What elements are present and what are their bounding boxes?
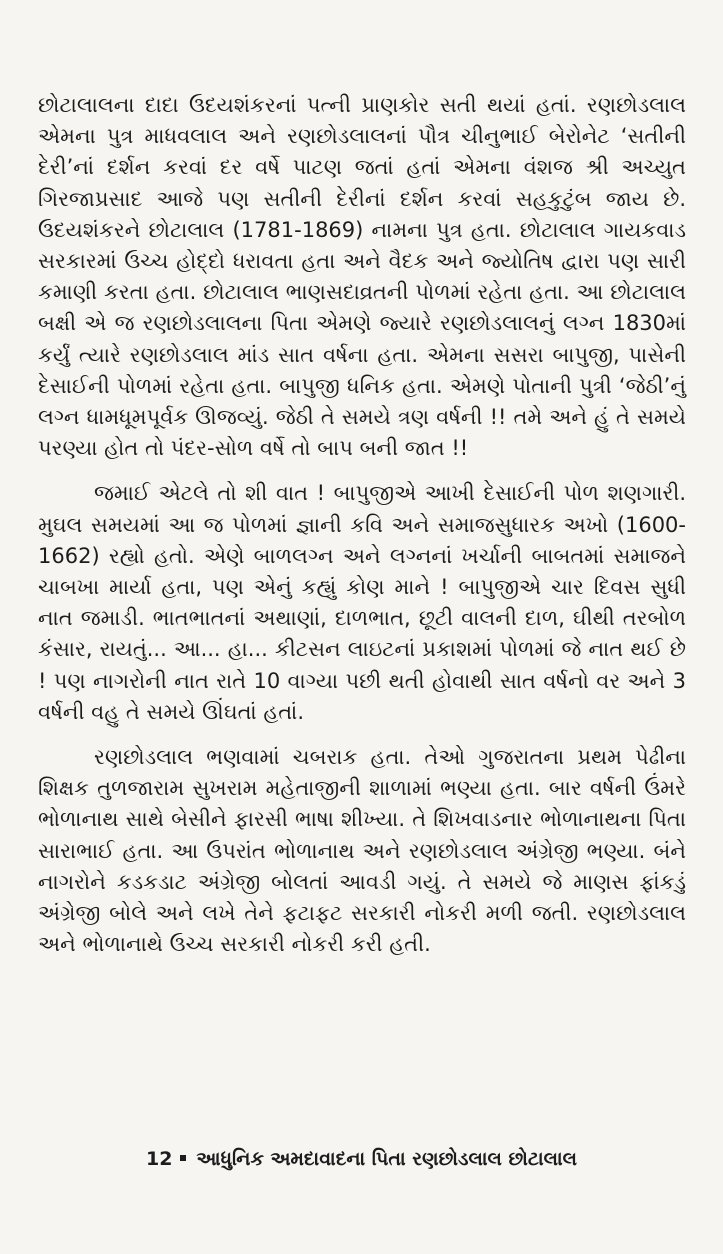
square-bullet-icon <box>180 1155 186 1161</box>
paragraph-1: છોટાલાલના દાદા ઉદયશંકરનાં પત્ની પ્રાણકોર સતી થયાં હતાં. રણછોડલાલ એમના પુત્ર માધવલાલ અને રણછોડલાલનાં પૌત્ર ચીનુભાઈ બેરોનેટ ‘સતીની દેરી’નાં દર્શન કરવાં દર વર્ષે પાટણ જતાં હતાં એમના વંશજ શ્રી અચ્યુત ગિરજાપ્રસાદ આજે પણ સતીની દેરીનાં દર્શન કરવાં સહકુટુંબ જાય છે. ઉદયશંકરને છોટાલાલ (1781-1869) નામના પુત્ર હતા. છોટાલાલ ગાયકવાડ સરકારમાં ઉચ્ચ હોદ્દો ધરાવતા હતા અને વૈદક અને જ્યોતિષ દ્વારા પણ સારી કમાણી કરતા હતા. છોટાલાલ ભાણસદાવ્રતની પોળમાં રહેતા હતા. આ છોટાલાલ બક્ષી એ જ રણછોડલાલના પિતા એમણે જ્યારે રણછોડલાલનું લગ્ન 1830માં કર્યું ત્યારે રણછોડલાલ માંડ સાત વર્ષના હતા. એમના સસરા બાપુજી, પાસેની દેસાઈની પોળમાં રહેતા હતા. બાપુજી ધનિક હતા. એમણે પોતાની પુત્રી ‘જેઠી’નું લગ્ન ધામધૂમપૂર્વક ઊજવ્યું. જેઠી તે સમયે ત્રણ વર્ષની !! તમે અને હું તે સમયે પરણ્યા હોત તો પંદર-સોળ વર્ષે તો બાપ બની જાત !! <box>38 93 686 461</box>
running-title: આધુનિક અમદાવાદના પિતા રણછોડલાલ છોટાલાલ <box>196 1148 578 1170</box>
page-number: 12 <box>145 1148 173 1170</box>
paragraph-3: રણછોડલાલ ભણવામાં ચબરાક હતા. તેઓ ગુજરાતના પ્રથમ પેઢીના શિક્ષક તુળજારામ સુખરામ મહેતાજીની શાળામાં ભણ્યા હતા. બાર વર્ષની ઉંમરે ભોળાનાથ સાથે બેસીને ફારસી ભાષા શીખ્યા. તે શિખવાડનાર ભોળાનાથના પિતા સારાભાઈ હતા. આ ઉપરાંત ભોળાનાથ અને રણછોડલાલ અંગ્રેજી ભણ્યા. બંને નાગરોને કડકડાટ અંગ્રેજી બોલતાં આવડી ગયું. તે સમયે જે માણસ ફાંકડું અંગ્રેજી બોલે અને લખે તેને ફટાફટ સરકારી નોકરી મળી જતી. રણછોડલાલ અને ભોળાનાથે ઉચ્ચ સરકારી નોકરી કરી હતી. <box>38 745 686 957</box>
page-body <box>38 90 686 960</box>
page-footer <box>0 1148 723 1170</box>
paragraph-2: જમાઈ એટલે તો શી વાત ! બાપુજીએ આખી દેસાઈની પોળ શણગારી. મુઘલ સમયમાં આ જ પોળમાં જ્ઞાની કવિ અને સમાજસુધારક અખો (1600-1662) રહ્યો હતો. એણે બાળલગ્ન અને લગ્નનાં ખર્ચાની બાબતમાં સમાજને ચાબખા માર્યા હતા, પણ એનું કહ્યું કોણ માને ! બાપુજીએ ચાર દિવસ સુધી નાત જમાડી. ભાતભાતનાં અથાણાં, દાળભાત, છૂટી વાલની દાળ, ઘીથી તરબોળ કંસાર, રાયતું... આ... હા... કીટસન લાઇટનાં પ્રકાશમાં પોળમાં જે નાત થઈ છે ! પણ નાગરોની નાત રાતે 10 વાગ્યા પછી થતી હોવાથી સાત વર્ષનો વર અને 3 વર્ષની વહુ તે સમયે ઊંઘતાં હતાં. <box>38 481 686 724</box>
